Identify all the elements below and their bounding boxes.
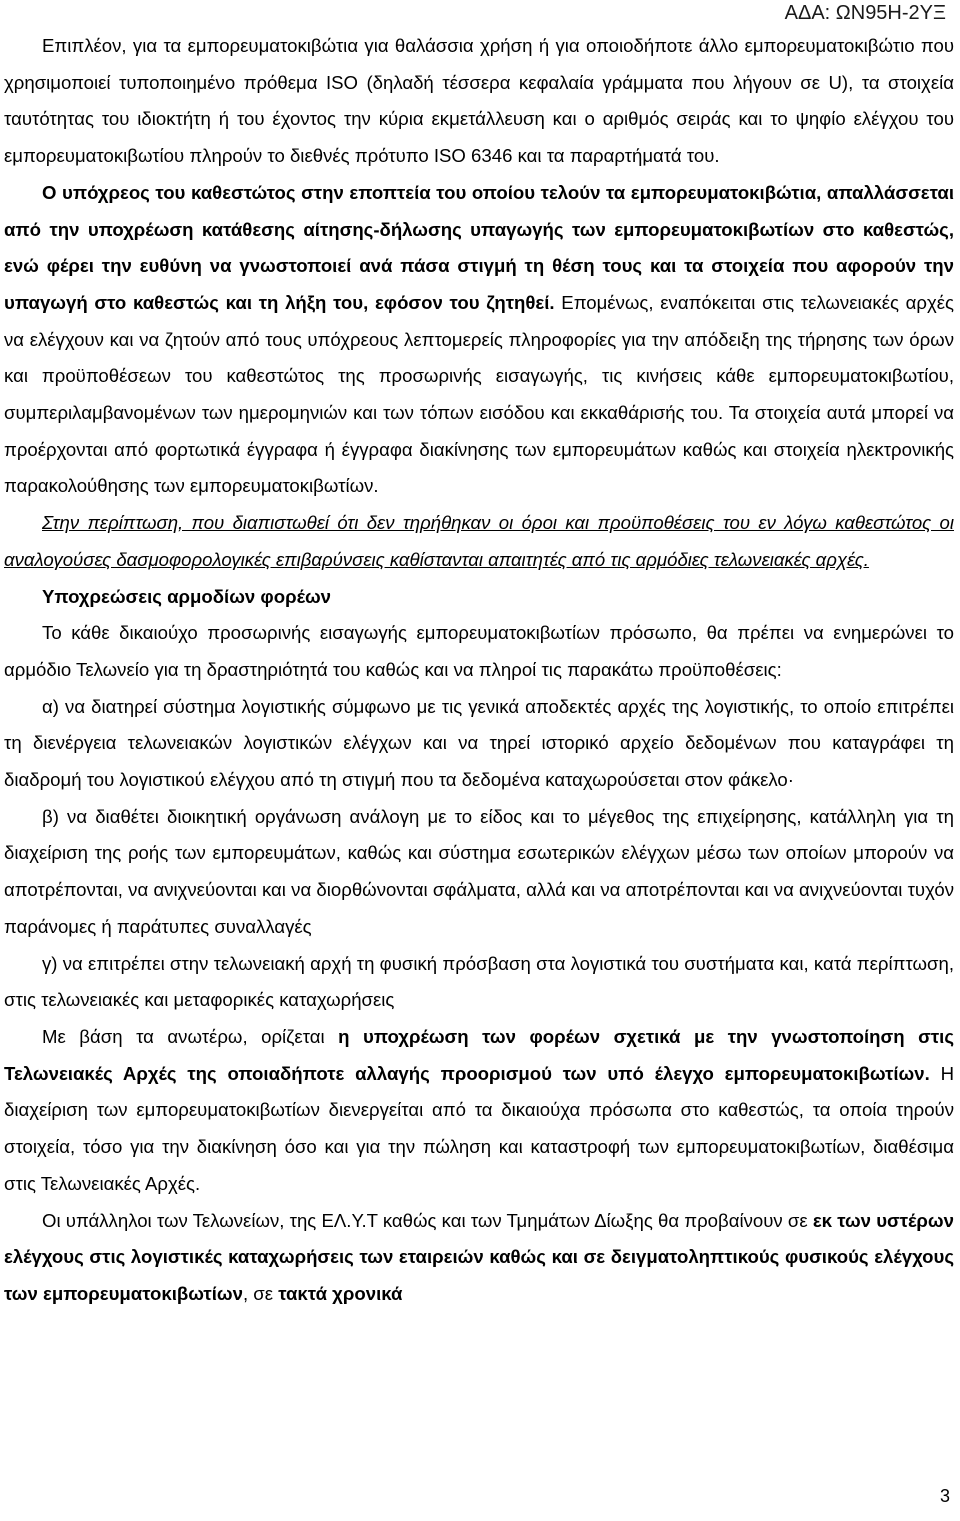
paragraph-obligation [4, 1019, 954, 1203]
document-body [4, 28, 954, 1313]
officials-bold-end-text: τακτά χρονικά [278, 1282, 403, 1304]
ada-code: ΑΔΑ: ΩΝ95Η-2ΥΞ [784, 2, 946, 24]
obligor-bold-text: Ο υπόχρεος του καθεστώτος στην εποπτεία του οποίου τελούν τα εμπορευματοκιβώτια, απαλλάσσεται από την υποχρέωση κατάθεσης αίτησης-δήλωσης υπαγωγής των εμπορευματοκιβωτίων στο καθεστώς, ενώ φέρει την ευθύνη να γνωστοποιεί ανά πάσα στιγμή τη θέση τους και τα στοιχεία που αφορούν την υπαγωγή στο καθεστώς και τη λήξη του, εφόσον του ζητηθεί. [4, 181, 954, 313]
section-heading: Υποχρεώσεις αρμοδίων φορέων [42, 585, 332, 607]
paragraph-violation: Στην περίπτωση, που διαπιστωθεί ότι δεν τηρήθηκαν οι όροι και προϋποθέσεις του εν λόγω καθεστώτος οι αναλογούσες δασμοφορολογικές επιβαρύνσεις καθίστανται απαιτητές από τις αρμόδιες τελωνειακές αρχές. [4, 512, 954, 570]
officials-mid-text: , σε [242, 1282, 279, 1304]
condition-a: α) να διατηρεί σύστημα λογιστικής σύμφωνο με τις γενικά αποδεκτές αρχές της λογιστικής, το οποίο επιτρέπει τη διενέργεια τελωνειακών λογιστικών ελέγχων και να τηρεί ιστορικό αρχείο δεδομένων που καταγράφει τη διαδρομή του λογιστικού ελέγχου από τη στιγμή που τα δεδομένα καταχωρούσεται στον φάκελο· [4, 695, 954, 791]
obligation-pre-text: Με βάση τα ανωτέρω, ορίζεται [42, 1025, 339, 1047]
paragraph-beneficiary: Το κάθε δικαιούχο προσωρινής εισαγωγής εμπορευματοκιβωτίων πρόσωπο, θα πρέπει να ενημερώνει το αρμόδιο Τελωνείο για τη δραστηριότητά του καθώς και να πληροί τις παρακάτω προϋποθέσεις: [4, 622, 954, 680]
condition-c: γ) να επιτρέπει στην τελωνειακή αρχή τη φυσική πρόσβαση στα λογιστικά του συστήματα και, κατά περίπτωση, στις τελωνειακές και μεταφορικές καταχωρήσεις [4, 952, 954, 1011]
paragraph-officials [4, 1203, 954, 1313]
page-number: 3 [939, 1486, 950, 1506]
obligor-rest-text: Επομένως, εναπόκειται στις τελωνειακές αρχές να ελέγχουν και να ζητούν από τους υπόχρεους λεπτομερείς πληροφορίες για την απόδειξη της τήρησης των όρων και προϋποθέσεων του καθεστώτος της προσωρινής εισαγωγής, τις κινήσεις κάθε εμπορευματοκιβωτίου, συμπεριλαμβανομένων των ημερομηνιών και των τόπων εισόδου και εκκαθάρισής του. Τα στοιχεία αυτά μπορεί να προέρχονται από φορτωτικά έγγραφα ή έγγραφα διακίνησης των εμπορευμάτων καθώς και στοιχεία ηλεκτρονικής παρακολούθησης των εμπορευματοκιβωτίων. [4, 291, 954, 497]
obligation-bold-text: η υποχρέωση των φορέων σχετικά με την γνωστοποίηση στις Τελωνειακές Αρχές της οποιαδήποτε αλλαγής προορισμού των υπό έλεγχο εμπορευματοκιβωτίων. [4, 1025, 954, 1084]
paragraph-iso-containers: Επιπλέον, για τα εμπορευματοκιβώτια για θαλάσσια χρήση ή για οποιοδήποτε άλλο εμπορευματοκιβώτιο που χρησιμοποιεί τυποποιημένο πρόθεμα ISO (δηλαδή τέσσερα κεφαλαία γράμματα που λήγουν σε U), τα στοιχεία ταυτότητας του ιδιοκτήτη ή του έχοντος την κύρια εκμετάλλευση και ο αριθμός σειράς και το ψηφίο ελέγχου του εμπορευματοκιβωτίου πληρούν το διεθνές πρότυπο ISO 6346 και τα παραρτήματά του. [4, 35, 954, 167]
paragraph-obligor [4, 175, 954, 505]
condition-b: β) να διαθέτει διοικητική οργάνωση ανάλογη με το είδος και το μέγεθος της επιχείρησης, κατάλληλη για τη διαχείριση της ροής των εμπορευμάτων, καθώς και σύστημα εσωτερικών ελέγχων μέσω των οποίων μπορούν να αποτρέπονται, να ανιχνεύονται και να διορθώνονται σφάλματα, αλλά και να αποτρέπονται και να ανιχνεύονται τυχόν παράνομες ή παράτυπες συναλλαγές [4, 805, 954, 937]
officials-bold-text: εκ των υστέρων ελέγχους στις λογιστικές καταχωρήσεις των εταιρειών καθώς και σε δειγματοληπτικούς φυσικούς ελέγχους των εμπορευματοκιβωτίων [4, 1209, 954, 1304]
officials-pre-text: Οι υπάλληλοι των Τελωνείων, της ΕΛ.Υ.Τ καθώς και των Τμημάτων Δίωξης θα προβαίνουν σε [42, 1209, 813, 1231]
obligation-rest-text: Η διαχείριση των εμπορευματοκιβωτίων διενεργείται από τα δικαιούχα πρόσωπα στο καθεστώς, τα οποία τηρούν στοιχεία, τόσο για την διακίνηση όσο και για την πώληση και καταστροφή των εμπορευματοκιβωτίων, διαθέσιμα στις Τελωνειακές Αρχές. [4, 1062, 954, 1194]
